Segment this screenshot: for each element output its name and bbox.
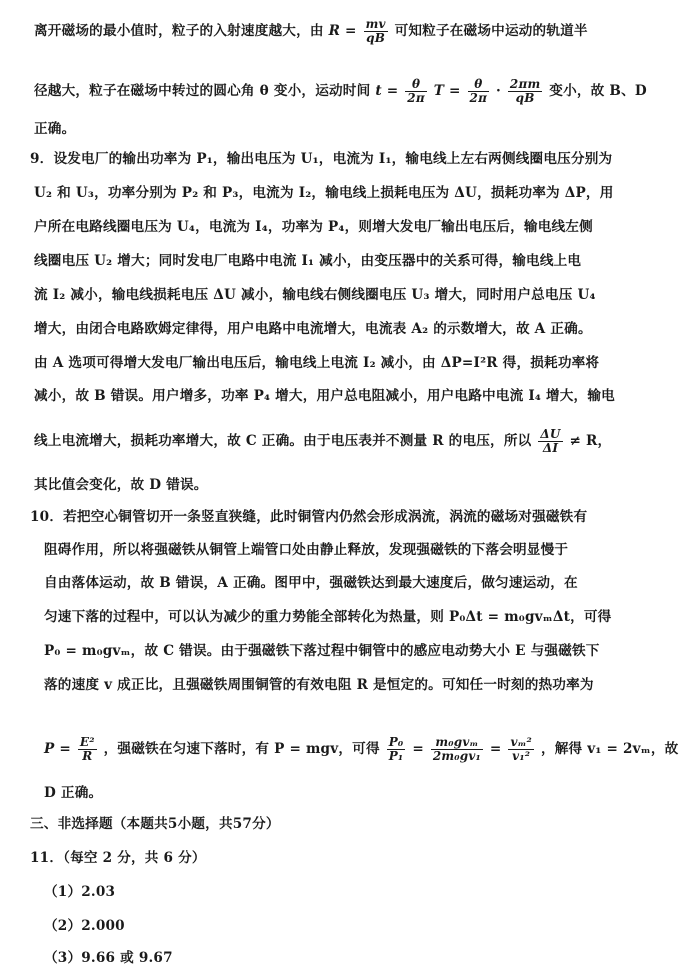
fraction-numerator: E² bbox=[79, 735, 95, 749]
text-line bbox=[34, 120, 75, 138]
text-line bbox=[44, 541, 568, 559]
text-segment: ≠ R， bbox=[569, 433, 612, 449]
text-segment: 三、非选择题（本题共5小题，共57分） bbox=[30, 816, 280, 832]
text-line bbox=[34, 428, 611, 455]
text-line bbox=[44, 676, 594, 694]
question-11-line bbox=[30, 849, 206, 867]
text-line bbox=[44, 574, 578, 592]
fraction-denominator: P₁ bbox=[388, 749, 404, 763]
answer-line bbox=[44, 949, 173, 967]
text-segment: ，强磁铁在匀速下落时，有 P = mgv，可得 bbox=[103, 741, 380, 757]
multiply-dot: · bbox=[496, 83, 501, 99]
text-segment: U₂ 和 U₃，功率分别为 P₂ 和 P₃，电流为 I₂，输电线上损耗电压为 ΔU，损耗功率为 ΔP，用 bbox=[34, 185, 614, 201]
fraction-numerator: mv bbox=[365, 17, 386, 31]
text-line bbox=[34, 320, 592, 338]
text-line bbox=[34, 354, 599, 372]
text-segment: 11．（每空 2 分，共 6 分） bbox=[30, 850, 206, 866]
text-segment: 减小，故 B 错误。用户增多，功率 P₄ 增大，用户总电阻减小，用户电路中电流 I₄ 增大，输电 bbox=[34, 388, 615, 404]
text-line bbox=[34, 476, 208, 494]
text-segment: 正确。 bbox=[34, 121, 76, 137]
answer-line bbox=[44, 917, 125, 935]
fraction-numerator: θ bbox=[468, 78, 490, 92]
fraction bbox=[468, 78, 490, 105]
text-segment: 流 I₂ 减小，输电线损耗电压 ΔU 减小，输电线右侧线圈电压 U₃ 增大，同时用户总电压 U₄ bbox=[34, 287, 596, 303]
text-segment: 径越大，粒子在磁场中转过的圆心角 θ 变小，运动时间 bbox=[34, 83, 371, 99]
text-segment: 由 A 选项可得增大发电厂输出电压后，输电线上电流 I₂ 减小，由 ΔP=I²R 得，损耗功率将 bbox=[34, 355, 600, 371]
fraction-denominator: 2π bbox=[407, 91, 425, 105]
text-segment: （1）2.03 bbox=[44, 884, 116, 900]
text-segment: 阻碍作用，所以将强磁铁从铜管上端管口处由静止释放，发现强磁铁的下落会明显慢于 bbox=[44, 542, 569, 558]
text-segment: 匀速下落的过程中，可以认为减少的重力势能全部转化为热量，则 P₀Δt = m₀gvₘΔt，可得 bbox=[44, 609, 612, 625]
equals-sign: = bbox=[489, 741, 502, 757]
fraction bbox=[387, 736, 406, 763]
section-heading bbox=[30, 815, 280, 833]
text-segment: 可知粒子在磁场中运动的轨道半 bbox=[394, 23, 588, 39]
fraction-denominator: 2π bbox=[469, 91, 488, 105]
text-line bbox=[44, 736, 678, 763]
text-segment: 9．设发电厂的输出功率为 P₁，输出电压为 U₁，电流为 I₁，输电线上左右两侧线圈电压分别为 bbox=[30, 151, 613, 167]
fraction bbox=[431, 736, 483, 763]
formula-text: R = bbox=[328, 23, 357, 39]
fraction-denominator: 2m₀gv₁ bbox=[432, 749, 481, 763]
text-segment: 户所在电路线圈电压为 U₄，电流为 I₄，功率为 P₄，则增大发电厂输出电压后，输电线左侧 bbox=[34, 219, 593, 235]
text-line bbox=[34, 218, 593, 236]
text-segment: （2）2.000 bbox=[44, 918, 125, 934]
text-segment: 自由落体运动，故 B 错误，A 正确。图甲中，强磁铁达到最大速度后，做匀速运动，在 bbox=[44, 575, 578, 591]
text-segment: 离开磁场的最小值时，粒子的入射速度越大，由 bbox=[34, 23, 324, 39]
text-segment: 落的速度 v 成正比，且强磁铁周围铜管的有效电阻 R 是恒定的。可知任一时刻的热功率为 bbox=[44, 677, 594, 693]
fraction bbox=[364, 18, 388, 45]
fraction-denominator: ΔI bbox=[542, 441, 559, 455]
fraction-denominator: qB bbox=[515, 91, 535, 105]
equals-sign: = bbox=[412, 741, 424, 757]
text-line bbox=[34, 18, 588, 45]
text-segment: P₀ = m₀gvₘ，故 C 错误。由于强磁铁下落过程中铜管中的感应电动势大小 E 与强磁铁下 bbox=[44, 643, 600, 659]
fraction bbox=[78, 736, 97, 763]
text-segment: 变小，故 B、D bbox=[549, 83, 647, 99]
fraction-numerator: m₀gvₘ bbox=[431, 736, 483, 750]
formula-text: T = bbox=[433, 83, 461, 99]
fraction-numerator: θ bbox=[405, 78, 427, 92]
formula-text: P = bbox=[44, 741, 71, 757]
text-segment: 10．若把空心铜管切开一条竖直狭缝，此时铜管内仍然会形成涡流，涡流的磁场对强磁铁有 bbox=[30, 509, 588, 525]
text-line bbox=[34, 184, 614, 202]
fraction bbox=[508, 78, 542, 105]
text-segment: 线圈电压 U₂ 增大；同时发电厂电路中电流 I₁ 减小，由变压器中的关系可得，输电线上电 bbox=[34, 253, 582, 269]
fraction bbox=[405, 78, 427, 105]
text-line bbox=[34, 78, 647, 105]
fraction-denominator: qB bbox=[366, 31, 386, 45]
text-line bbox=[34, 387, 615, 405]
fraction-denominator: R bbox=[82, 749, 93, 763]
fraction-numerator: 2πm bbox=[509, 77, 541, 91]
text-line bbox=[34, 286, 596, 304]
text-line bbox=[44, 608, 611, 626]
question-10-line bbox=[30, 508, 587, 526]
text-line bbox=[34, 252, 581, 270]
text-line bbox=[44, 642, 600, 660]
fraction bbox=[538, 428, 562, 455]
text-segment: 其比值会变化，故 D 错误。 bbox=[34, 477, 208, 493]
fraction-denominator: v₁² bbox=[512, 749, 531, 763]
text-line bbox=[44, 784, 102, 802]
text-segment: 线上电流增大，损耗功率增大，故 C 正确。由于电压表并不测量 R 的电压，所以 bbox=[34, 433, 532, 449]
fraction-numerator: ΔU bbox=[540, 427, 561, 441]
fraction bbox=[508, 736, 534, 763]
question-9-line bbox=[30, 150, 612, 168]
text-segment: D 正确。 bbox=[44, 785, 103, 801]
text-segment: 增大，由闭合电路欧姆定律得，用户电路中电流增大，电流表 A₂ 的示数增大，故 A 正确。 bbox=[34, 321, 592, 337]
formula-text: t = bbox=[375, 83, 399, 99]
fraction-numerator: vₘ² bbox=[510, 735, 533, 749]
text-segment: （3）9.66 或 9.67 bbox=[44, 950, 173, 966]
fraction-numerator: P₀ bbox=[388, 735, 404, 749]
answer-line bbox=[44, 883, 115, 901]
text-segment: ，解得 v₁ = 2vₘ，故 bbox=[540, 741, 679, 757]
